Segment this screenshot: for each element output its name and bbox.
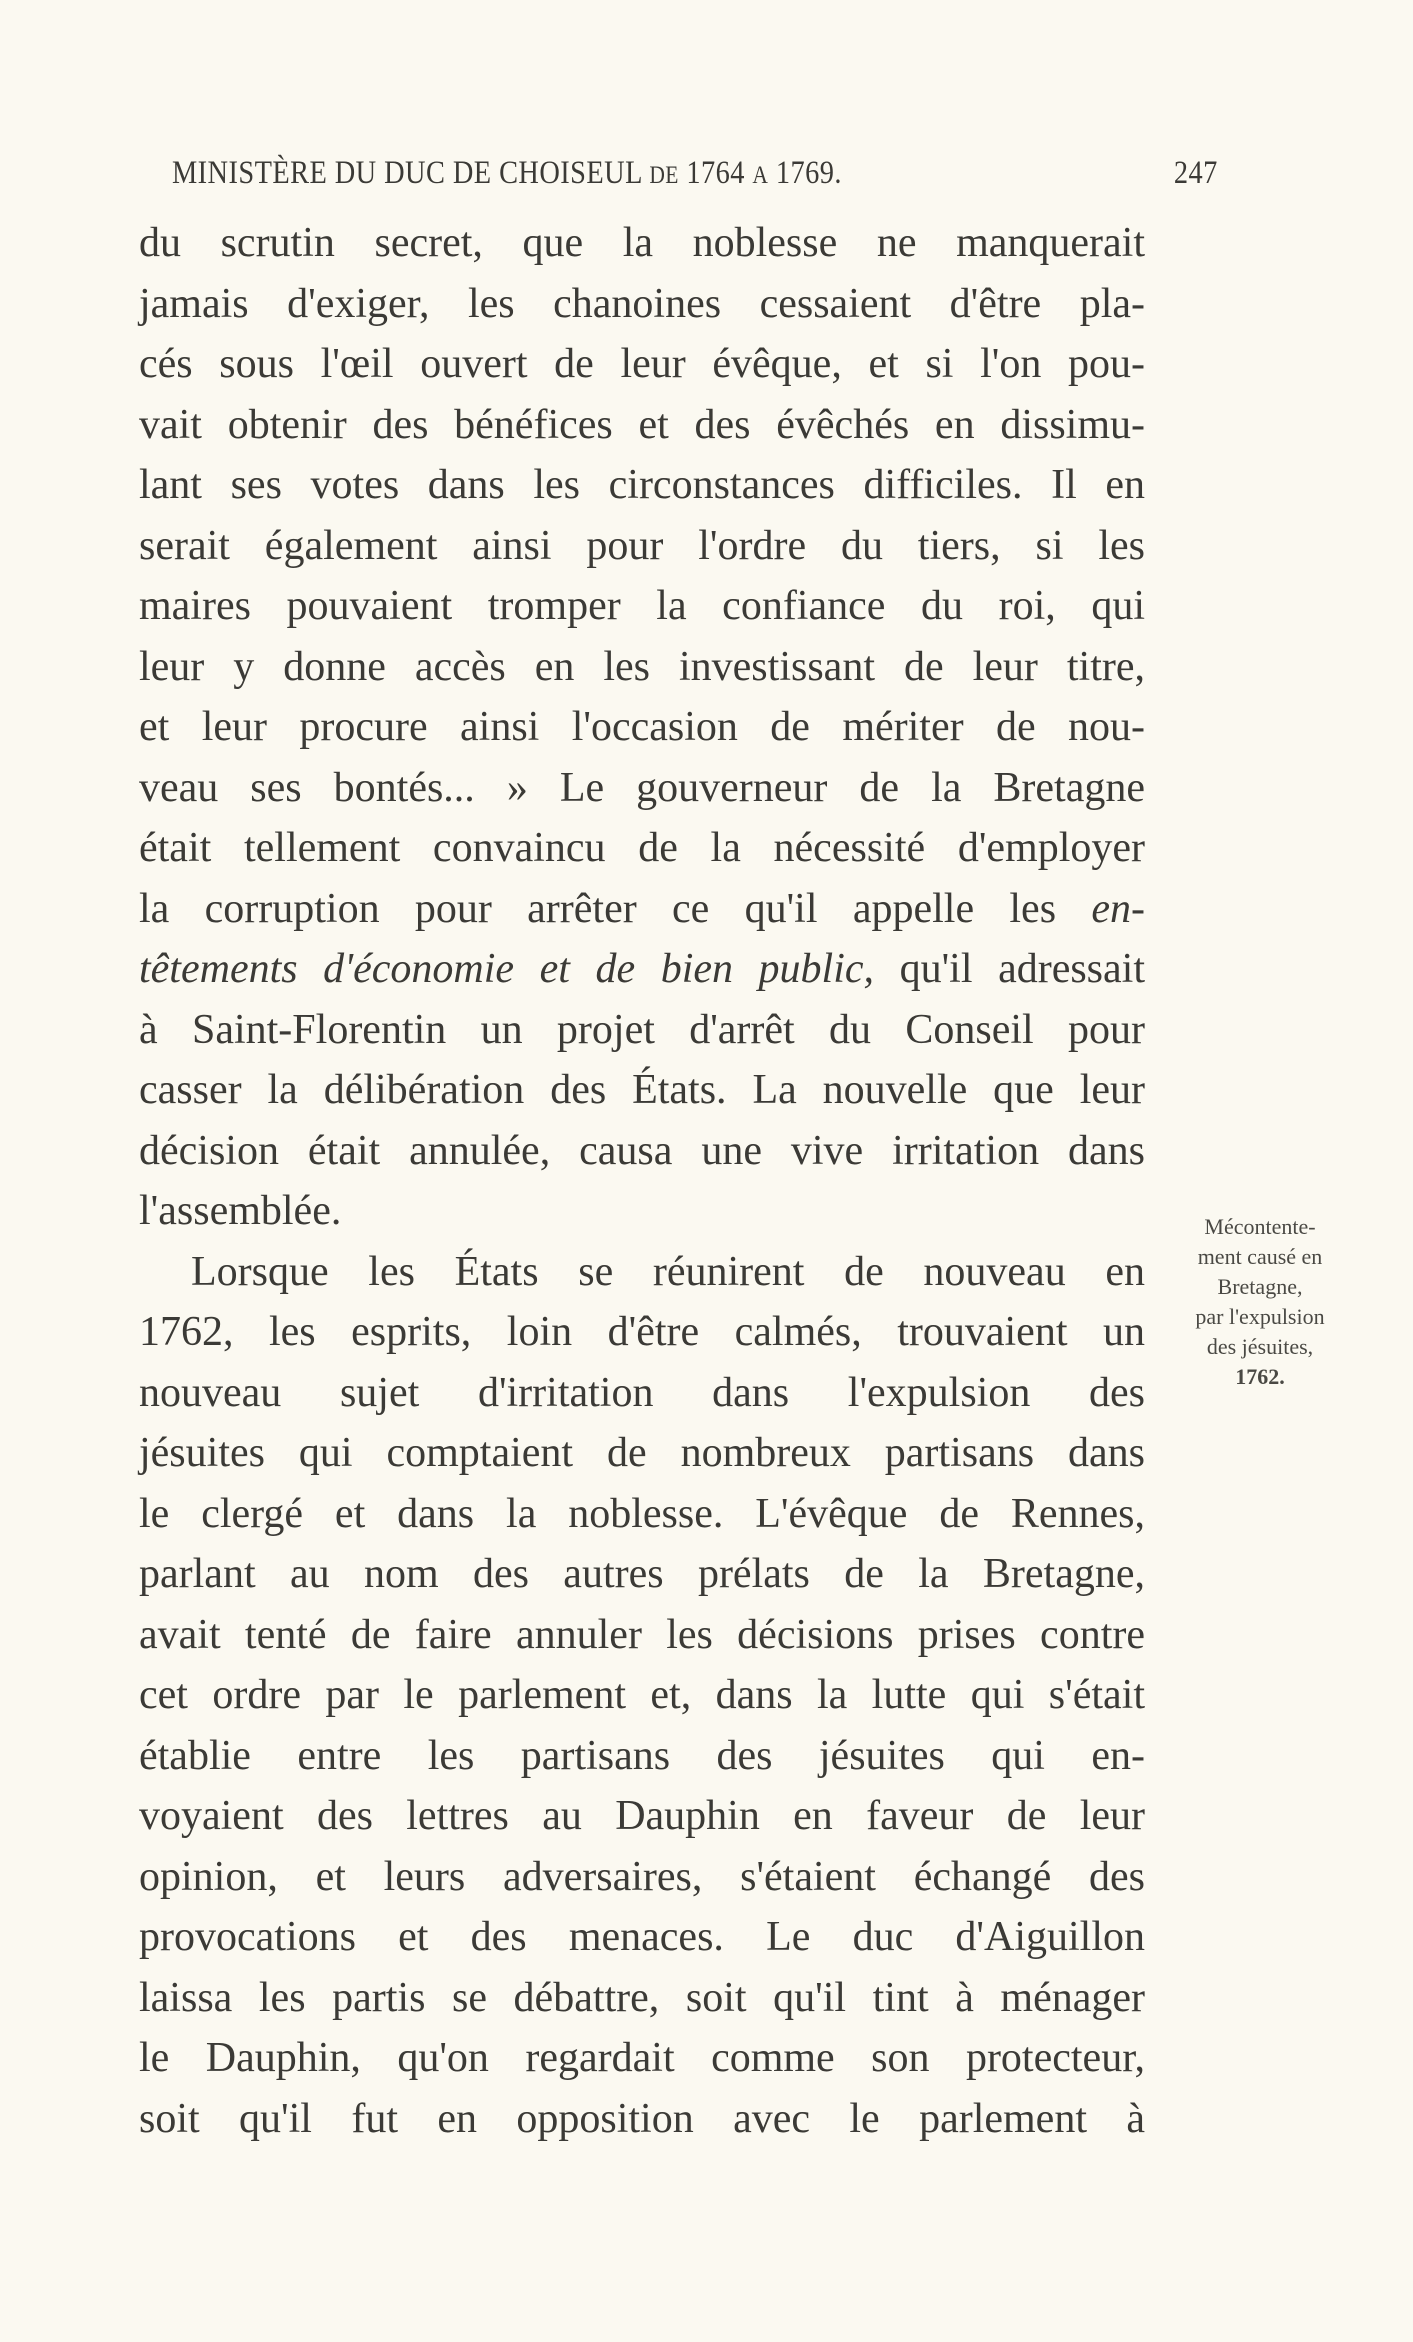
text-line: décision était annulée, causa une vive irritation dans bbox=[139, 1127, 1145, 1174]
text-line: opinion, et leurs adversaires, s'étaient échangé des bbox=[139, 1853, 1145, 1900]
note-line: ment causé en bbox=[1197, 1244, 1323, 1269]
text-line: 1762, les esprits, loin d'être calmés, trouvaient un bbox=[139, 1309, 1145, 1355]
text-line: l'assemblée. bbox=[139, 1188, 342, 1234]
text-line: maires pouvaient tromper la confiance du roi, qui bbox=[139, 583, 1145, 629]
text-line: lant ses votes dans les circonstances difficiles. Il en bbox=[139, 462, 1145, 508]
text-line: cet ordre par le parlement et, dans la lutte qui s'était bbox=[139, 1672, 1145, 1718]
header-title: MINISTÈRE DU DUC DE CHOISEUL bbox=[172, 155, 642, 191]
text-line: veau ses bontés... » Le gouverneur de la Bretagne bbox=[139, 764, 1145, 811]
italic-text: en- bbox=[1091, 885, 1145, 932]
header-year-end: 1769. bbox=[775, 155, 842, 191]
header-a: A bbox=[752, 162, 769, 189]
text-line bbox=[139, 879, 1145, 940]
text-line: provocations et des menaces. Le duc d'Aiguillon bbox=[139, 1914, 1145, 1960]
text-line: jésuites qui comptaient de nombreux partisans dans bbox=[139, 1430, 1145, 1476]
text-line: laissa les partis se débattre, soit qu'il tint à ménager bbox=[139, 1974, 1145, 2021]
text-line: soit qu'il fut en opposition avec le parlement à bbox=[139, 2095, 1145, 2142]
text-span: qu'il adressait bbox=[899, 946, 1146, 992]
text-line: à Saint-Florentin un projet d'arrêt du Conseil pour bbox=[139, 1006, 1145, 1053]
note-year: 1762. bbox=[1235, 1364, 1285, 1389]
italic-text: têtements d'économie et de bien public, bbox=[139, 946, 875, 992]
text-line: le clergé et dans la noblesse. L'évêque de Rennes, bbox=[139, 1490, 1145, 1537]
text-line: était tellement convaincu de la nécessité d'employer bbox=[139, 825, 1145, 871]
text-line: serait également ainsi pour l'ordre du tiers, si les bbox=[139, 522, 1145, 569]
note-line: Mécontente- bbox=[1204, 1214, 1316, 1239]
text-line: avait tenté de faire annuler les décisions prises contre bbox=[139, 1611, 1145, 1658]
margin-note bbox=[1150, 1212, 1370, 1392]
body-text bbox=[139, 213, 1145, 2149]
text-line: le Dauphin, qu'on regardait comme son protecteur, bbox=[139, 2035, 1145, 2081]
text-line: vait obtenir des bénéfices et des évêchés en dissimu- bbox=[139, 401, 1145, 448]
note-line: des jésuites, bbox=[1206, 1334, 1314, 1359]
header-de: DE bbox=[649, 162, 679, 189]
text-line: et leur procure ainsi l'occasion de mériter de nou- bbox=[139, 704, 1145, 750]
note-line: Bretagne, bbox=[1217, 1274, 1303, 1299]
text-line: voyaient des lettres au Dauphin en faveur de leur bbox=[139, 1793, 1145, 1839]
running-header bbox=[172, 155, 1218, 195]
page-number: 247 bbox=[1173, 155, 1218, 191]
text-line: du scrutin secret, que la noblesse ne manquerait bbox=[139, 220, 1145, 266]
text-line bbox=[139, 939, 1145, 1000]
text-line: leur y donne accès en les investissant de leur titre, bbox=[139, 643, 1145, 690]
note-line: par l'expulsion bbox=[1195, 1304, 1325, 1329]
text-line: casser la délibération des États. La nouvelle que leur bbox=[139, 1067, 1145, 1113]
text-line: Lorsque les États se réunirent de nouveau en bbox=[191, 1248, 1145, 1295]
text-line: parlant au nom des autres prélats de la Bretagne, bbox=[139, 1551, 1145, 1597]
text-line: cés sous l'œil ouvert de leur évêque, et si l'on pou- bbox=[139, 341, 1145, 387]
text-span: la corruption pour arrêter ce qu'il appelle les bbox=[139, 885, 1057, 932]
text-line: jamais d'exiger, les chanoines cessaient d'être pla- bbox=[139, 280, 1145, 327]
text-line: nouveau sujet d'irritation dans l'expulsion des bbox=[139, 1369, 1145, 1416]
text-line: établie entre les partisans des jésuites qui en- bbox=[139, 1732, 1145, 1779]
header-year-start: 1764 bbox=[686, 155, 745, 191]
